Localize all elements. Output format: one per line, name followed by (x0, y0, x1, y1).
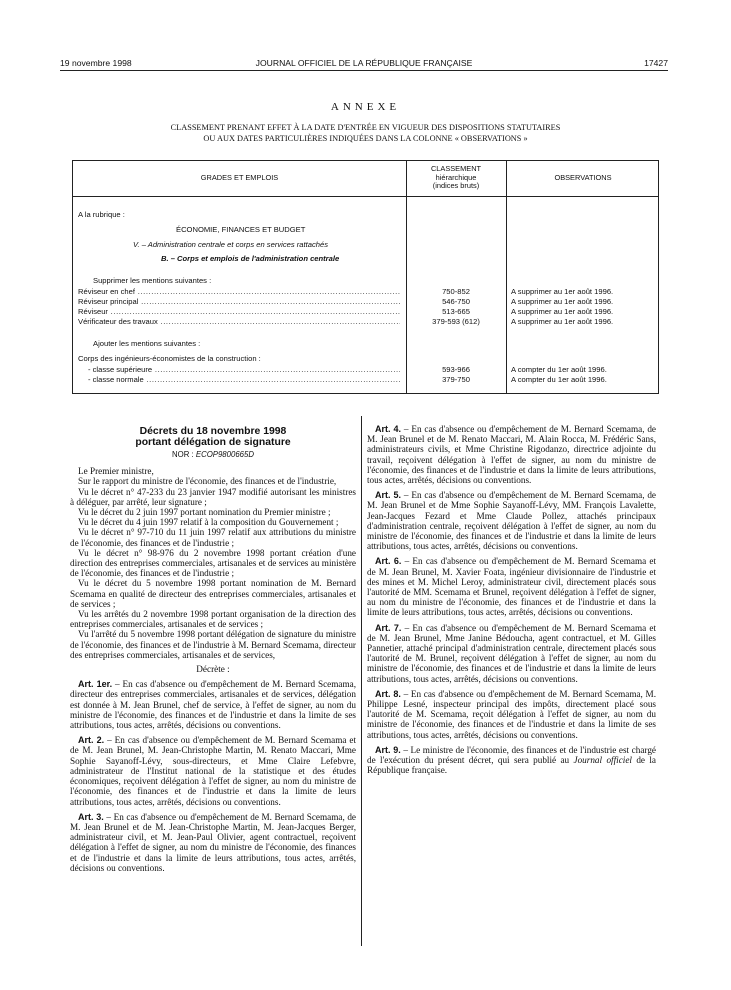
article-text: – En cas d'absence ou d'empêchement de M. Bernard Scemama, directeur des entreprises commerciales, artisanales et de services, délégation est donnée à M. Jean Brunel, chef de service, à l'effet de signer, au nom du ministre de l'économie, des finances et de l'industrie et dans la limite de ses attributions, tous actes, arrêtés, décisions ou conventions. (70, 679, 356, 731)
table-header-rule (73, 196, 658, 197)
row-grade: - classe supérieure ..... (78, 365, 400, 375)
row-grade: Réviseur principal ..... (78, 297, 400, 307)
article-heading: Art. 9. (375, 744, 401, 755)
section-v: V. – Administration centrale et corps en services rattachés (133, 240, 328, 249)
row-observation: A compter du 1er août 1996. (511, 365, 607, 374)
article-heading: Art. 6. (375, 556, 402, 567)
decrete-label: Décrète : (196, 664, 230, 675)
section-title: ÉCONOMIE, FINANCES ET BUDGET (176, 225, 306, 234)
article-text: – En cas d'absence ou d'empêchement de M. Bernard Scemama, de M. Jean Brunel et de M. Renato Maccari, M. Alain Rocca, M. Frédéric Sans, administrateurs civils, et Mme Christine Rigodanzo, directrice adjointe du travail, reçoivent délégation à l'effet de signer, au nom du ministre de l'économie, des finances et de l'industrie et dans la limite de leurs attributions, tous actes, arrêtés, décisions ou conventions. (367, 424, 657, 486)
classement-header-line: hiérarchique (435, 172, 477, 182)
paragraph: Vu le décret du 5 novembre 1998 portant nomination de M. Bernard Scemama en qualité de directeur des entreprises commerciales, artisanales et de services ; (70, 578, 356, 609)
decret-right-column (367, 419, 656, 776)
row-grade: Réviseur en chef ..... (78, 287, 400, 297)
article-4 (367, 424, 656, 485)
article-heading: Art. 1er. (78, 679, 113, 690)
classement-table (72, 160, 659, 394)
article-9 (367, 745, 656, 776)
nor-label: NOR : (172, 450, 194, 459)
column-header-observations: OBSERVATIONS (554, 173, 612, 182)
article-heading: Art. 7. (375, 622, 402, 633)
annexe-subtitle (80, 122, 651, 144)
decret-title-line-2: portant délégation de signature (135, 437, 291, 448)
row-classement: 379-593 (612) (432, 317, 480, 326)
paragraph: Vu le décret du 4 juin 1997 relatif à la composition du Gouvernement ; (78, 517, 339, 528)
article-text: – En cas d'absence ou d'empêchement de M. Bernard Scemama, M. Philippe Lesné, inspecteur principal des impôts, directement placé sous l'autorité de M. Scemama, reçoit délégation à l'effet de signer, au nom du ministre de l'économie, des finances et de l'industrie et dans la limite de ses attributions, tous actes, arrêtés, décisions ou conventions. (367, 688, 656, 740)
classement-header-line: CLASSEMENT (430, 164, 482, 173)
nor-code: ECOP9800665D (195, 450, 254, 459)
table-row (78, 287, 653, 297)
classement-header-line: (indices bruts) (432, 181, 480, 190)
article-2 (70, 735, 356, 806)
article-5 (367, 490, 656, 551)
article-7 (367, 623, 656, 684)
table-column-divider (506, 161, 507, 393)
article-text: – En cas d'absence ou d'empêchement de M. Bernard Scemama, de M. Jean Brunel et de M. Jean-Christophe Martin, M. Jean-Jacques Berger, administrateur civil, et M. Jean-Paul Olivier, agent contractuel, reçoivent délégation à l'effet de signer, au nom du ministre de l'économie, des finances et de l'industrie et dans la limite de leurs attributions, tous actes, arrêtés, décisions ou conventions. (70, 811, 357, 873)
row-grade: - classe normale ..... (78, 375, 400, 385)
article-text: – En cas d'absence ou d'empêchement de M. Bernard Scemama, de M. Jean Brunel et de Mme Sophie Sayanoff-Lévy, MM. François Lavalette, Jean-Jacques Fezard et Mme Claude Pollez, attachés principaux d'administration centrale, reçoivent délégation à l'effet de signer, au nom du ministre de l'économie, des finances et de l'industrie et dans la limite de leurs attributions, tous actes, arrêtés, décisions ou conventions. (367, 490, 657, 552)
paragraph: Vu le décret n° 97-710 du 11 juin 1997 relatif aux attributions du ministre de l'économie, des finances et de l'industrie ; (70, 527, 356, 548)
header-page-number: 17427 (644, 58, 668, 68)
article-heading: Art. 2. (78, 735, 105, 746)
table-row (78, 317, 653, 327)
table-column-divider (406, 161, 407, 393)
header-journal-title: JOURNAL OFFICIEL DE LA RÉPUBLIQUE FRANÇAISE (255, 58, 473, 68)
article-text: – En cas d'absence ou d'empêchement de M. Bernard Scemama et de M. Jean Brunel, Mme Janine Bédoucha, agent contractuel, et M. Gilles Pannetier, attaché principal d'administration centrale, directement placés sous l'autorité de M. Brunel, reçoivent délégation à l'effet de signer, au nom du ministre de l'économie, des finances et de l'industrie et dans la limite de leurs attributions, tous actes, arrêtés, décisions ou conventions. (367, 622, 656, 684)
table-row (78, 365, 653, 375)
article-text: de la République française. (367, 755, 656, 776)
row-classement: 546-750 (442, 297, 470, 306)
row-observation: A supprimer au 1er août 1996. (511, 287, 614, 296)
annexe-subtitle-line-1: CLASSEMENT PRENANT EFFET À LA DATE D'ENTRÉE EN VIGUEUR DES DISPOSITIONS STATUTAIRES (170, 123, 561, 132)
running-header (60, 58, 668, 70)
column-header-classement (406, 165, 506, 191)
article-text: – En cas d'absence ou d'empêchement de M. Bernard Scemama et de M. Jean Brunel, M. Jean-Christophe Martin, M. Renato Maccari, Mme Sophie Sayanoff-Lévy, sous-directeurs, et Mme Claire Lefebvre, administrateur de l'Institut national de la statistique et des études économiques, reçoivent délégation à l'effet de signer, au nom du ministre de l'économie, des finances et de l'industrie et dans la limite de leurs attributions, tous actes, arrêtés, décisions ou conventions. (70, 735, 356, 807)
ajouter-label: Ajouter les mentions suivantes : (93, 339, 201, 348)
paragraph: Vu les arrêtés du 2 novembre 1998 portant organisation de la direction des entreprises commerciales, artisanales et de services ; (70, 609, 356, 630)
decret-title (70, 426, 356, 448)
paragraph: Vu le décret n° 47-233 du 23 janvier 1947 modifié autorisant les ministres à déléguer, par arrêté, leur signature ; (70, 486, 356, 507)
decret-title-line-1: Décrets du 18 novembre 1998 (139, 426, 287, 437)
row-observation: A supprimer au 1er août 1996. (511, 317, 614, 326)
rubrique-label: A la rubrique : (78, 210, 125, 219)
column-separator (361, 416, 362, 946)
article-heading: Art. 3. (78, 811, 104, 822)
row-grade: Vérificateur des travaux ..... (78, 317, 400, 327)
row-observation: A compter du 1er août 1996. (511, 375, 607, 384)
article-text: – Le ministre de l'économie, des finances et de l'industrie est chargé de l'exécution du présent décret, qui sera publié au (367, 744, 656, 766)
paragraph: Sur le rapport du ministre de l'économie, des finances et de l'industrie, (78, 476, 337, 487)
article-heading: Art. 4. (375, 424, 402, 434)
paragraph: Vu le décret du 2 juin 1997 portant nomination du Premier ministre ; (78, 507, 331, 518)
journal-officiel-ref: Journal officiel (573, 755, 632, 766)
table-row (78, 375, 653, 385)
article-heading: Art. 8. (375, 688, 401, 699)
article-1 (70, 679, 356, 730)
section-b: B. – Corps et emplois de l'administration centrale (161, 254, 340, 263)
article-heading: Art. 5. (375, 490, 402, 501)
paragraph: Le Premier ministre, (78, 466, 154, 477)
article-6 (367, 556, 656, 617)
table-row (78, 297, 653, 307)
paragraph: Vu le décret n° 98-976 du 2 novembre 1998 portant création d'une direction des entreprises commerciales, artisanales et de services au ministère de l'économie, des finances et de l'industrie ; (70, 547, 356, 579)
column-header-grades: GRADES ET EMPLOIS (200, 173, 279, 182)
article-3 (70, 812, 356, 873)
row-classement: 513-665 (442, 307, 470, 316)
article-text: – En cas d'absence ou d'empêchement de M. Bernard Scemama et de M. Jean Brunel, M. Xavier Foata, ingénieur divisionnaire de l'industrie et des mines et M. Michel Leroy, administrateur civil, directement placés sous l'autorité de MM. Scemama et Brunel, reçoivent délégation à l'effet de signer, au nom du ministre de l'économie, des finances et de l'industrie et dans la limite de leurs attributions, tous actes, arrêtés, décisions ou conventions. (367, 556, 656, 618)
table-row (78, 307, 653, 317)
row-observation: A supprimer au 1er août 1996. (511, 307, 614, 316)
annexe-subtitle-line-2: OU AUX DATES PARTICULIÈRES INDIQUÉES DANS LA COLONNE « OBSERVATIONS » (203, 134, 528, 143)
header-rule (60, 70, 668, 71)
row-classement: 750-852 (442, 287, 470, 296)
nor-reference (70, 450, 356, 460)
header-date: 19 novembre 1998 (60, 58, 132, 68)
annexe-title: ANNEXE (330, 101, 401, 113)
paragraph: Vu l'arrêté du 5 novembre 1998 portant délégation de signature du ministre de l'économie, des finances et de l'industrie à M. Bernard Scemama, directeur des entreprises commerciales, artisanales et de services, (70, 629, 356, 660)
decret-left-column (70, 426, 356, 873)
row-observation: A supprimer au 1er août 1996. (511, 297, 614, 306)
row-grade: Réviseur ..... (78, 307, 400, 317)
corps-label: Corps des ingénieurs-économistes de la construction : (78, 354, 261, 363)
row-classement: 379-750 (442, 375, 470, 384)
article-8 (367, 689, 656, 740)
row-classement: 593-966 (442, 365, 470, 374)
supprimer-label: Supprimer les mentions suivantes : (93, 276, 212, 285)
